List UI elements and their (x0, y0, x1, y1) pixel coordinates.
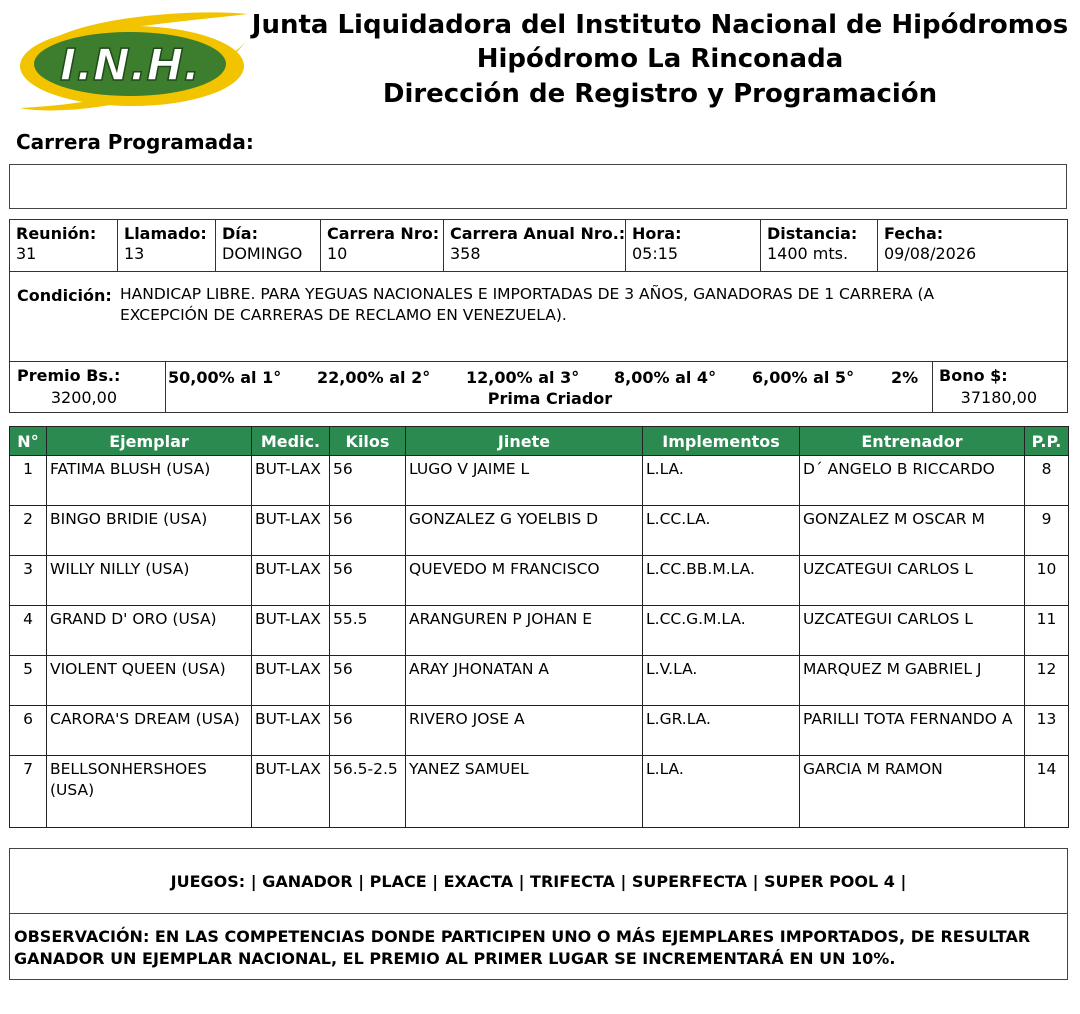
col-header-ejemplar: Ejemplar (47, 427, 252, 456)
col-header-pp: P.P. (1025, 427, 1069, 456)
inh-logo (10, 8, 255, 116)
cell-entrenador: D´ ANGELO B RICCARDO (800, 456, 1025, 506)
cell-pp: 14 (1025, 756, 1069, 828)
carrera-programada-label: Carrera Programada: (16, 130, 254, 154)
cell-ejemplar: CARORA'S DREAM (USA) (47, 706, 252, 756)
table-row (10, 556, 1069, 606)
cell-medic: BUT-LAX (252, 606, 330, 656)
cell-implementos: L.CC.G.M.LA. (643, 606, 800, 656)
race-info-box (9, 219, 1068, 413)
observacion-note: OBSERVACIÓN: EN LAS COMPETENCIAS DONDE PARTICIPEN UNO O MÁS EJEMPLARES IMPORTADOS, DE RESULTAR GANADOR UN EJEMPLAR NACIONAL, EL PREMIO AL PRIMER LUGAR SE INCREMENTARÁ EN UN 10%. (9, 914, 1068, 980)
cell-medic: BUT-LAX (252, 556, 330, 606)
condicion-text: HANDICAP LIBRE. PARA YEGUAS NACIONALES E IMPORTADAS DE 3 AÑOS, GANADORAS DE 1 CARRERA (A EXCEPCIÓN DE CARRERAS DE RECLAMO EN VENEZUELA). (120, 285, 935, 324)
info-hora: Hora: 05:15 (626, 220, 761, 271)
cell-implementos: L.LA. (643, 756, 800, 828)
cell-kilos: 56 (330, 706, 406, 756)
cell-ejemplar: FATIMA BLUSH (USA) (47, 456, 252, 506)
cell-kilos: 56 (330, 656, 406, 706)
cell-implementos: L.V.LA. (643, 656, 800, 706)
info-dia: Día: DOMINGO (216, 220, 321, 271)
cell-jinete: QUEVEDO M FRANCISCO (406, 556, 643, 606)
cell-medic: BUT-LAX (252, 456, 330, 506)
col-header-implementos: Implementos (643, 427, 800, 456)
cell-pp: 8 (1025, 456, 1069, 506)
cell-kilos: 55.5 (330, 606, 406, 656)
table-row (10, 506, 1069, 556)
cell-jinete: YANEZ SAMUEL (406, 756, 643, 828)
cell-implementos: L.LA. (643, 456, 800, 506)
cell-jinete: ARAY JHONATAN A (406, 656, 643, 706)
cell-kilos: 56 (330, 506, 406, 556)
info-fecha: Fecha: 09/08/2026 (884, 224, 977, 263)
cell-pp: 9 (1025, 506, 1069, 556)
cell-jinete: GONZALEZ G YOELBIS D (406, 506, 643, 556)
race-info-row (10, 220, 1067, 272)
cell-pp: 10 (1025, 556, 1069, 606)
cell-jinete: RIVERO JOSE A (406, 706, 643, 756)
cell-numero: 7 (10, 756, 47, 828)
cell-pp: 12 (1025, 656, 1069, 706)
col-header-jinete: Jinete (406, 427, 643, 456)
col-header-numero: N° (10, 427, 47, 456)
prima-criador-label: Prima Criador (487, 389, 613, 408)
table-row (10, 656, 1069, 706)
col-header-entrenador: Entrenador (800, 427, 1025, 456)
premio-label: Premio Bs.: (17, 366, 121, 385)
cell-implementos: L.CC.LA. (643, 506, 800, 556)
cell-entrenador: MARQUEZ M GABRIEL J (800, 656, 1025, 706)
cell-jinete: ARANGUREN P JOHAN E (406, 606, 643, 656)
info-reunion: Reunión: 31 (10, 220, 118, 271)
condicion-section (10, 272, 1067, 362)
pct-criador: 2% (891, 368, 919, 387)
cell-medic: BUT-LAX (252, 656, 330, 706)
cell-ejemplar: BINGO BRIDIE (USA) (47, 506, 252, 556)
col-header-medic: Medic. (252, 427, 330, 456)
cell-pp: 13 (1025, 706, 1069, 756)
info-distancia: Distancia: 1400 mts. (761, 220, 878, 271)
juegos-bar: JUEGOS: | GANADOR | PLACE | EXACTA | TRIFECTA | SUPERFECTA | SUPER POOL 4 | (9, 848, 1068, 914)
pct-4th: 8,00% al 4° (614, 368, 717, 387)
premio-section (10, 362, 1067, 412)
table-row (10, 706, 1069, 756)
cell-kilos: 56 (330, 556, 406, 606)
cell-entrenador: PARILLI TOTA FERNANDO A (800, 706, 1025, 756)
cell-medic: BUT-LAX (252, 756, 330, 828)
premio-cell (10, 362, 166, 412)
cell-pp: 11 (1025, 606, 1069, 656)
cell-entrenador: GARCIA M RAMON (800, 756, 1025, 828)
pct-1st: 50,00% al 1° (168, 368, 282, 387)
header-department: Dirección de Registro y Programación (382, 79, 938, 109)
carrera-programada-box (9, 164, 1067, 209)
cell-medic: BUT-LAX (252, 506, 330, 556)
runners-table (9, 426, 1069, 828)
info-carrera-nro: Carrera Nro: 10 (321, 220, 444, 271)
bono-label: Bono $: (939, 366, 1008, 385)
cell-medic: BUT-LAX (252, 706, 330, 756)
bono-value: 37180,00 (960, 388, 1037, 407)
cell-entrenador: UZCATEGUI CARLOS L (800, 556, 1025, 606)
header-title: Junta Liquidadora del Instituto Nacional de Hipódromos (251, 10, 1069, 40)
cell-ejemplar: VIOLENT QUEEN (USA) (47, 656, 252, 706)
cell-implementos: L.GR.LA. (643, 706, 800, 756)
header-subtitle: Hipódromo La Rinconada (476, 44, 844, 74)
cell-numero: 2 (10, 506, 47, 556)
cell-entrenador: GONZALEZ M OSCAR M (800, 506, 1025, 556)
cell-entrenador: UZCATEGUI CARLOS L (800, 606, 1025, 656)
cell-ejemplar: GRAND D' ORO (USA) (47, 606, 252, 656)
condicion-label: Condición: (17, 286, 112, 305)
info-carrera-anual: Carrera Anual Nro.: 358 (444, 220, 626, 271)
svg-text:I.N.H.: I.N.H. (59, 40, 201, 91)
table-row (10, 756, 1069, 828)
cell-kilos: 56 (330, 456, 406, 506)
cell-numero: 6 (10, 706, 47, 756)
cell-numero: 4 (10, 606, 47, 656)
cell-numero: 5 (10, 656, 47, 706)
cell-ejemplar: BELLSONHERSHOES (USA) (47, 756, 252, 828)
cell-jinete: LUGO V JAIME L (406, 456, 643, 506)
pct-2nd: 22,00% al 2° (317, 368, 431, 387)
premio-distribution (166, 362, 934, 412)
pct-3rd: 12,00% al 3° (466, 368, 580, 387)
table-row (10, 456, 1069, 506)
table-row (10, 606, 1069, 656)
table-header-row (10, 427, 1069, 456)
col-header-kilos: Kilos (330, 427, 406, 456)
cell-implementos: L.CC.BB.M.LA. (643, 556, 800, 606)
pct-5th: 6,00% al 5° (752, 368, 855, 387)
premio-value: 3200,00 (50, 388, 117, 407)
cell-ejemplar: WILLY NILLY (USA) (47, 556, 252, 606)
cell-numero: 1 (10, 456, 47, 506)
cell-kilos: 56.5-2.5 (330, 756, 406, 828)
cell-numero: 3 (10, 556, 47, 606)
info-llamado: Llamado: 13 (118, 220, 216, 271)
bono-cell (932, 362, 1067, 412)
